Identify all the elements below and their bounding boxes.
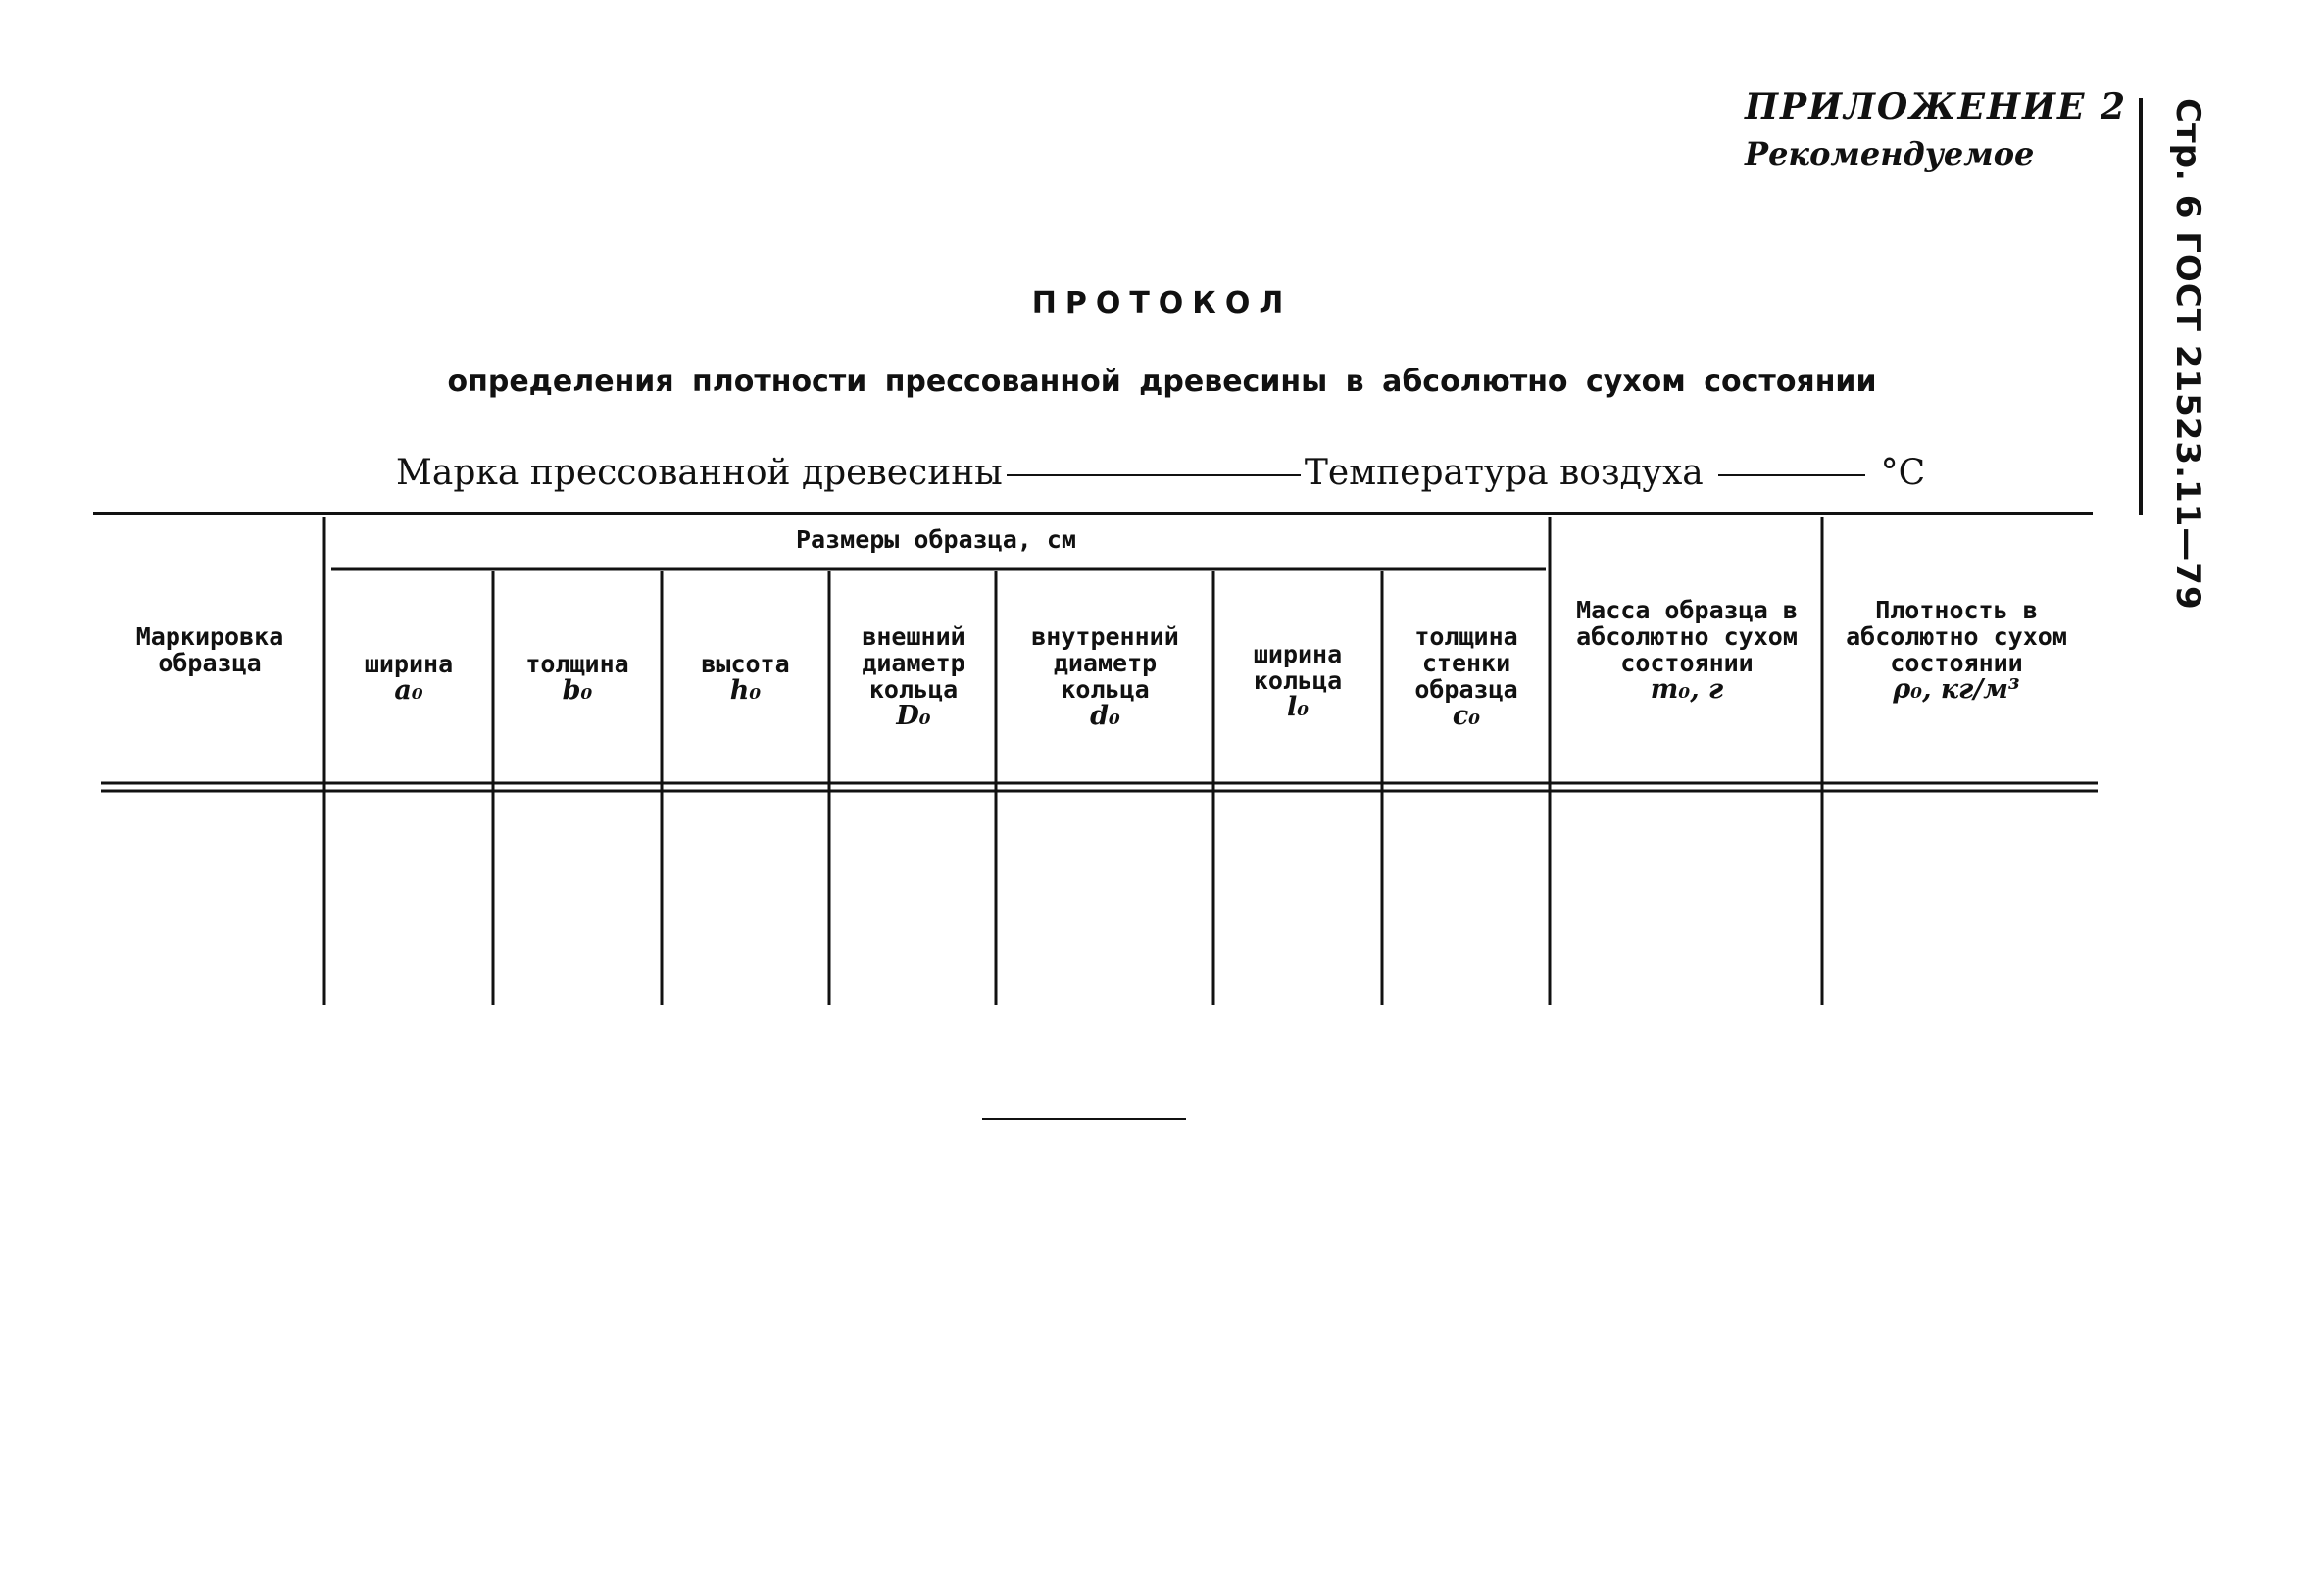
header-density: Плотность в абсолютно сухом состоянии ρ₀, кг/м³: [1828, 597, 2085, 703]
temperature-unit: °С: [1880, 453, 1926, 493]
symbol-a0: a₀: [394, 675, 423, 706]
document-title: ПРОТОКОЛ: [1031, 286, 1293, 320]
end-rule: [982, 1118, 1186, 1120]
header-outer-diameter: внешний диаметр кольца D₀: [835, 623, 992, 729]
header-mass: Масса образца в абсолютно сухом состоянии m₀, г: [1558, 597, 1815, 703]
grade-label: Марка прессованной древесины: [396, 453, 1003, 493]
header-wall-thickness: толщина стенки образца c₀: [1395, 623, 1538, 729]
symbol-m0: m₀, г: [1650, 674, 1724, 705]
header-ring-width: ширина кольца l₀: [1237, 641, 1359, 720]
symbol-c0: c₀: [1452, 701, 1481, 731]
header-width: ширина a₀: [326, 651, 491, 704]
side-page-header: Стр. 6 ГОСТ 21523.11—79: [2168, 98, 2207, 611]
symbol-d0: d₀: [1090, 701, 1120, 731]
symbol-h0: h₀: [729, 675, 762, 706]
symbol-D0: D₀: [896, 701, 931, 731]
symbol-b0: b₀: [562, 675, 593, 706]
symbol-rho0: ρ₀, кг/м³: [1893, 674, 2020, 705]
symbol-l0: l₀: [1286, 692, 1310, 722]
temperature-label: Температура воздуха: [1304, 453, 1704, 493]
appendix-status: Рекомендуемое: [1745, 135, 2035, 172]
header-inner-diameter: внутренний диаметр кольца d₀: [1010, 623, 1201, 729]
header-height: высота h₀: [664, 651, 827, 704]
appendix-title: ПРИЛОЖЕНИЕ 2: [1745, 86, 2128, 127]
header-marking: Маркировка образца: [135, 622, 284, 677]
header-thickness: толщина b₀: [495, 651, 660, 704]
document-subtitle: определения плотности прессованной древесины в абсолютно сухом состоянии: [447, 365, 1877, 399]
header-group-dimensions: Размеры образца, см: [796, 525, 1076, 554]
